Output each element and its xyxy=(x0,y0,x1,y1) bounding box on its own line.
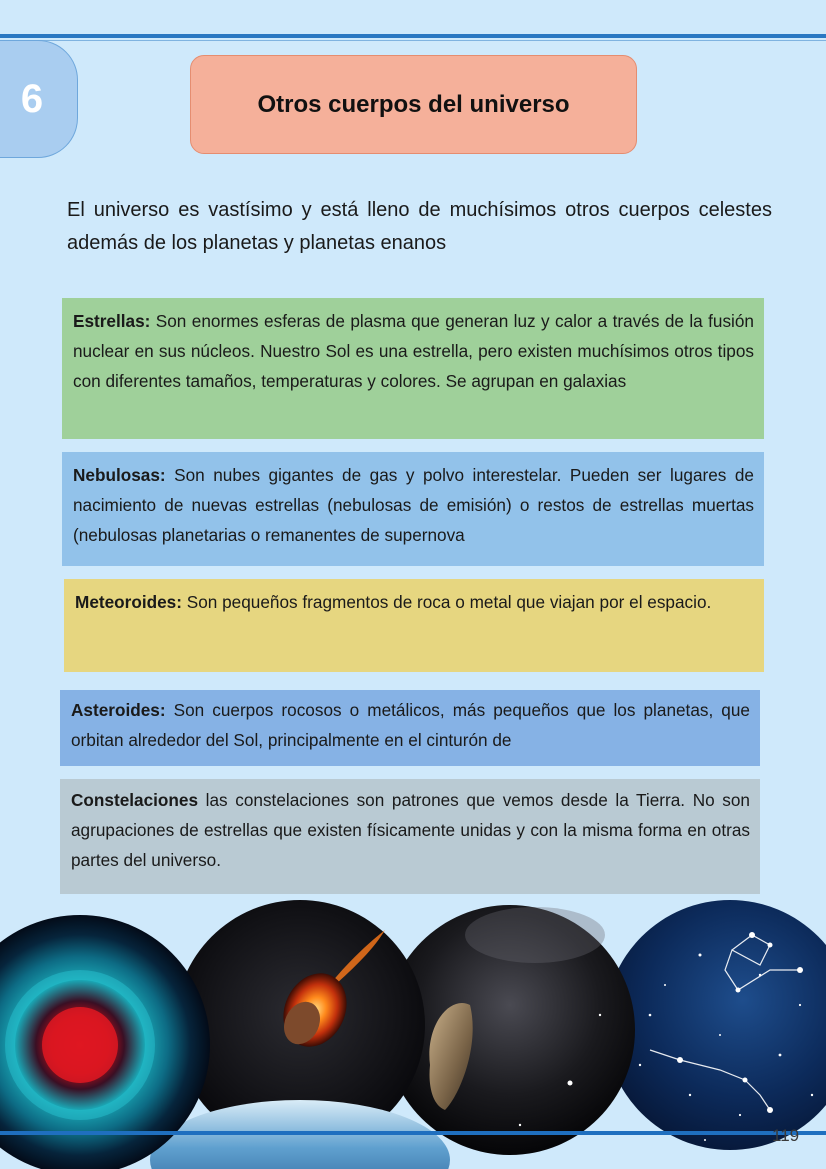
page-title: Otros cuerpos del universo xyxy=(257,90,570,118)
text-asteroides: Son cuerpos rocosos o metálicos, más pequeños que los planetas, que orbitan alrededor del Sol, principalmente en el cinturón de xyxy=(71,700,750,750)
title-box xyxy=(190,55,637,154)
footer-rule xyxy=(0,1131,826,1135)
text-meteoroides: Son pequeños fragmentos de roca o metal que viajan por el espacio. xyxy=(181,592,712,612)
header-rule-thin xyxy=(0,40,826,41)
text-constelaciones: las constelaciones son patrones que vemos desde la Tierra. No son agrupaciones de estrellas que existen físicamente unidas y con la misma forma en otras partes del universo. xyxy=(71,790,750,870)
text-estrellas: Son enormes esferas de plasma que generan luz y calor a través de la fusión nuclear en sus núcleos. Nuestro Sol es una estrella, pero existen muchísimos otros tipos con diferentes tamaños, temperaturas y colores. Se agrupan en galaxias xyxy=(73,311,754,391)
intro-paragraph: El universo es vastísimo y está lleno de muchísimos otros cuerpos celestes además de los planetas y planetas enanos xyxy=(67,199,772,254)
header-rule xyxy=(0,34,826,38)
card-estrellas xyxy=(62,298,764,439)
page-number: 119 xyxy=(772,1126,800,1145)
term-meteoroides: Meteoroides: xyxy=(75,592,182,612)
card-nebulosas xyxy=(62,452,764,566)
term-constelaciones: Constelaciones xyxy=(71,790,199,810)
card-constelaciones xyxy=(60,779,760,894)
chapter-number: 6 xyxy=(20,76,44,121)
term-nebulosas: Nebulosas: xyxy=(73,465,166,485)
card-asteroides xyxy=(60,690,760,766)
constellation-image xyxy=(605,900,826,1150)
term-estrellas: Estrellas: xyxy=(73,311,151,331)
term-asteroides: Asteroides: xyxy=(71,700,166,720)
image-strip xyxy=(0,895,826,1169)
card-meteoroides xyxy=(64,579,764,672)
chapter-tab xyxy=(0,40,78,158)
text-nebulosas: Son nubes gigantes de gas y polvo interestelar. Pueden ser lugares de nacimiento de nuevas estrellas (nebulosas de emisión) o restos de estrellas muertas (nebulosas planetarias o remanentes de supernova xyxy=(73,465,754,545)
